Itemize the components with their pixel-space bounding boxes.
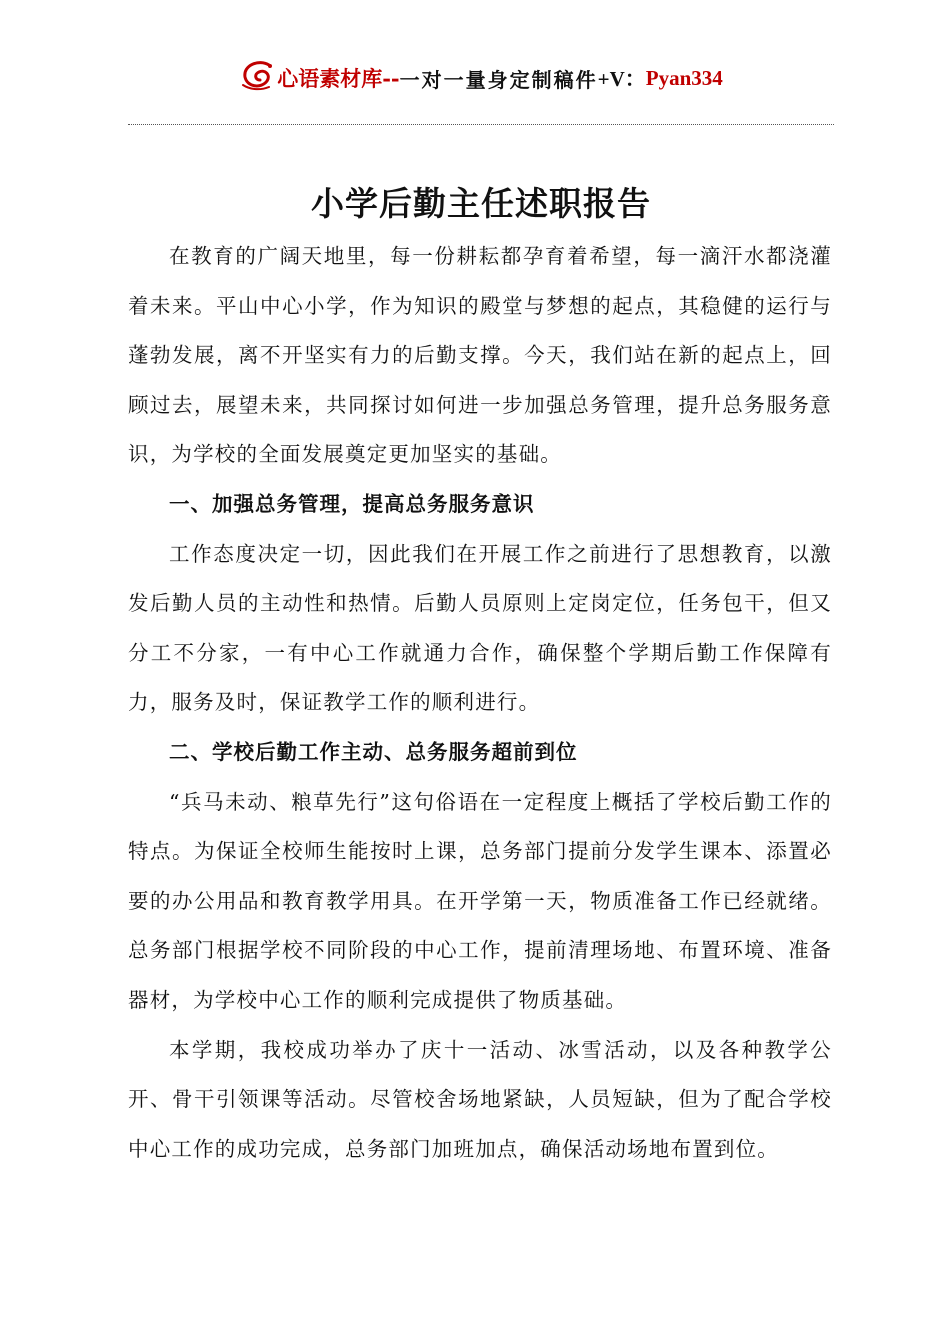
header-separator: --: [382, 65, 400, 91]
section-heading: 二、学校后勤工作主动、总务服务超前到位: [169, 739, 578, 764]
header-contact-id: Pyan334: [645, 65, 723, 90]
document-body: [128, 232, 832, 1174]
header-contact-label: +V：: [597, 67, 646, 91]
header-divider: [128, 124, 834, 125]
swirl-logo-icon: [239, 59, 277, 93]
body-paragraph: 在教育的广阔天地里，每一份耕耘都孕育着希望，每一滴汗水都浇灌着未来。平山中心小学，作为知识的殿堂与梦想的起点，其稳健的运行与蓬勃发展，离不开坚实有力的后勤支撑。今天，我们站在新的起点上，回顾过去，展望未来，共同探讨如何进一步加强总务管理，提升总务服务意识，为学校的全面发展奠定更加坚实的基础。: [128, 244, 832, 467]
body-paragraph: 工作态度决定一切，因此我们在开展工作之前进行了思想教育，以激发后勤人员的主动性和热情。后勤人员原则上定岗定位，任务包干，但又分工不分家，一有中心工作就通力合作，确保整个学期后勤工作保障有力，服务及时，保证教学工作的顺利进行。: [128, 541, 832, 715]
body-paragraph: 本学期，我校成功举办了庆十一活动、冰雪活动，以及各种教学公开、骨干引领课等活动。尽管校舍场地紧缺，人员短缺，但为了配合学校中心工作的成功完成，总务部门加班加点，确保活动场地布置到位。: [128, 1037, 832, 1161]
header-brand: 心语素材库: [277, 66, 383, 91]
section-heading: 一、加强总务管理，提高总务服务意识: [169, 491, 535, 516]
page-header: [128, 58, 834, 98]
header-tagline: 一对一量身定制稿件: [399, 67, 598, 92]
document-title: 小学后勤主任述职报告: [311, 184, 651, 223]
body-paragraph: “兵马未动、粮草先行”这句俗语在一定程度上概括了学校后勤工作的特点。为保证全校师生能按时上课，总务部门提前分发学生课本、添置必要的办公用品和教育教学用具。在开学第一天，物质准备工作已经就绪。总务部门根据学校不同阶段的中心工作，提前清理场地、布置环境、准备器材，为学校中心工作的顺利完成提供了物质基础。: [128, 789, 832, 1012]
